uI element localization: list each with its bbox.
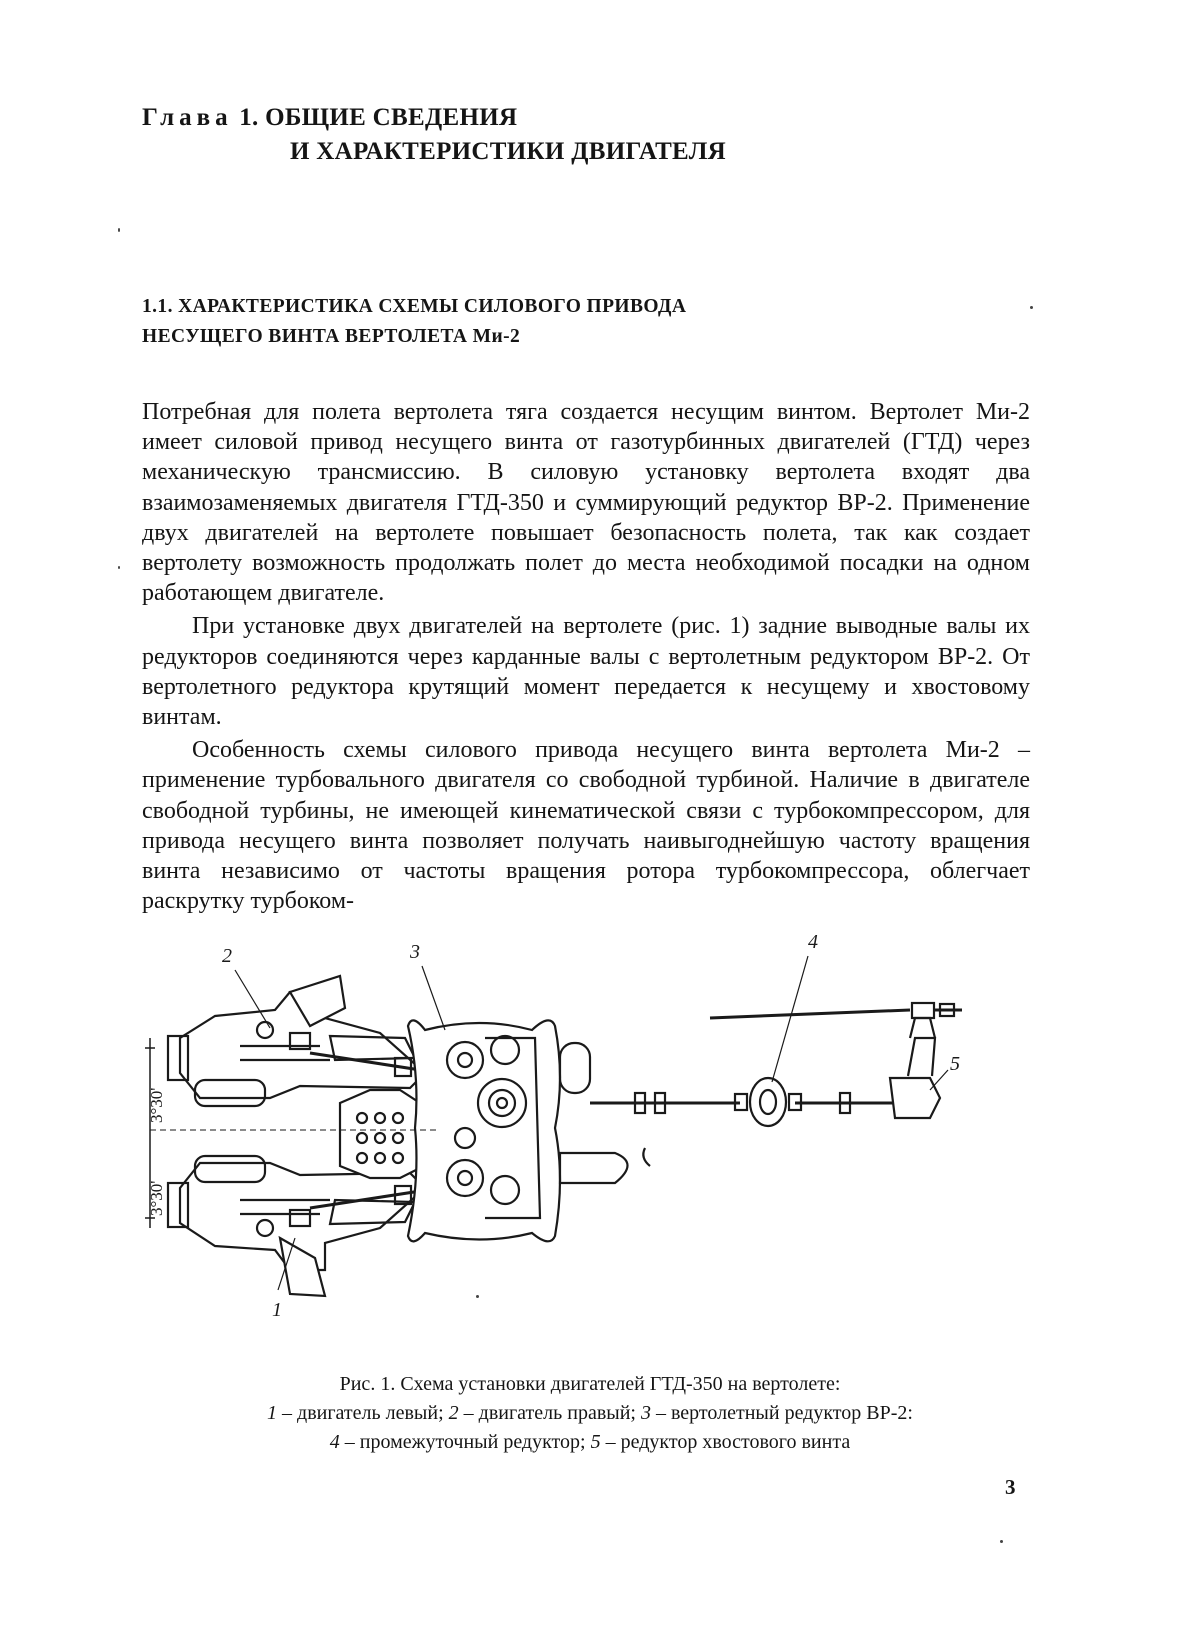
page-number: 3: [1005, 1475, 1016, 1500]
scan-speck: [118, 566, 120, 569]
angle-lower-label: 3°30': [147, 1181, 166, 1216]
angle-upper-label: 3°30': [147, 1088, 166, 1123]
chapter-title-line1: 1. ОБЩИЕ СВЕДЕНИЯ: [239, 104, 517, 131]
section-title-line1: 1.1. ХАРАКТЕРИСТИКА СХЕМЫ СИЛОВОГО ПРИВОДА: [142, 292, 686, 322]
scan-speck: [476, 1295, 479, 1298]
chapter-heading-line1: [142, 104, 517, 132]
caption-title: Рис. 1. Схема установки двигателей ГТД-350 на вертолете:: [140, 1370, 1040, 1399]
caption-num-3: 3: [641, 1402, 651, 1424]
body-text: [142, 397, 1030, 916]
label-5: 5: [950, 1053, 960, 1075]
paragraph-3: Особенность схемы силового привода несущего винта вертолета Ми-2 – применение турбовального двигателя со свободной турбиной. Наличие в двигателе свободной турбины, не имеющей кинематической связи с турбокомпрессором, для привода несущего винта позволяет получать наивыгоднейшую частоту вращения винта независимо от частоты вращения ротора турбокомпрессора, облегчает раскрутку турбоком-: [142, 735, 1030, 916]
caption-num-1: 1: [267, 1402, 277, 1424]
section-title-line2: НЕСУЩЕГО ВИНТА ВЕРТОЛЕТА Ми-2: [142, 322, 686, 352]
paragraph-2: При установке двух двигателей на вертолете (рис. 1) задние выводные валы их редукторов соединяются через карданные валы с вертолетным редуктором ВР-2. От вертолетного редуктора крутящий момент передается к несущему и хвостовому винтам.: [142, 611, 1030, 732]
caption-text-5: – редуктор хвостового винта: [601, 1431, 851, 1453]
caption-text-2: – двигатель правый;: [459, 1402, 641, 1424]
label-4: 4: [808, 931, 818, 953]
caption-line3: [140, 1428, 1040, 1457]
chapter-word: Глава: [142, 104, 233, 131]
main-gearbox-3: [408, 1020, 628, 1241]
caption-text-4: – промежуточный редуктор;: [340, 1431, 591, 1453]
scan-speck: [118, 228, 120, 232]
caption-num-2: 2: [449, 1402, 459, 1424]
intermediate-gearbox-4: [735, 1078, 801, 1126]
caption-num-4: 4: [330, 1431, 340, 1453]
caption-num-5: 5: [591, 1431, 601, 1453]
engine-installation-figure: [140, 978, 1040, 1338]
caption-text-3: – вертолетный редуктор ВР-2:: [651, 1402, 913, 1424]
scan-speck: [1030, 306, 1033, 309]
right-engine-2: [168, 976, 425, 1106]
scan-speck: [1000, 1540, 1003, 1543]
section-heading: [142, 292, 686, 352]
engine-installation-drawing: [140, 978, 1040, 1338]
chapter-heading: [142, 104, 517, 132]
caption-line2: [140, 1399, 1040, 1428]
paragraph-1: Потребная для полета вертолета тяга создается несущим винтом. Вертолет Ми-2 имеет силовой привод несущего винта от газотурбинных двигателей (ГТД) через механическую трансмиссию. В силовую установку вертолета входят два взаимозаменяемых двигателя ГТД-350 и суммирующий редуктор ВР-2. Применение двух двигателей на вертолете повышает безопасность полета, так как создает вертолету возможность продолжать полет до места необходимой посадки на одном работающем двигателе.: [142, 397, 1030, 608]
chapter-title-line2: И ХАРАКТЕРИСТИКИ ДВИГАТЕЛЯ: [290, 138, 726, 166]
label-3: 3: [409, 941, 420, 963]
label-1: 1: [272, 1299, 282, 1321]
label-2: 2: [222, 945, 232, 967]
figure-caption: [140, 1370, 1040, 1457]
caption-text-1: – двигатель левый;: [277, 1402, 449, 1424]
